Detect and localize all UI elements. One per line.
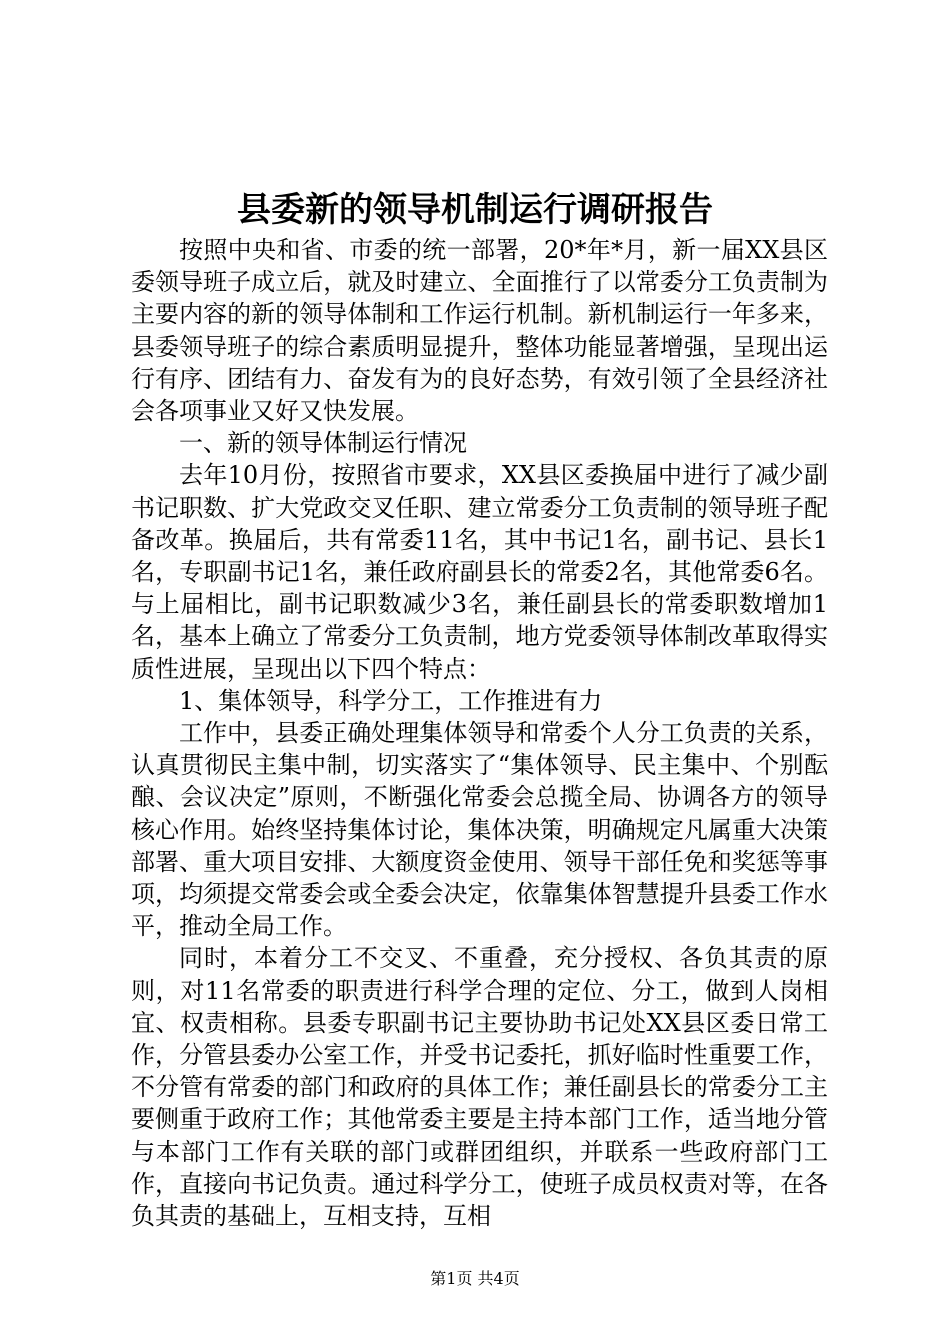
page-number-footer: 第1页 共4页 xyxy=(430,1269,520,1288)
paragraph-reform: 去年10月份，按照省市要求，XX县区委换届中进行了减少副书记职数、扩大党政交叉任职、建立常委分工负责制的领导班子配备改革。换届后，共有常委11名，其中书记1名，副书记、县长1名，专职副书记1名，兼任政府副县长的常委2名，其他常委6名。与上届相比，副书记职数减少3名，兼任副县长的常委职数增加1名，基本上确立了常委分工负责制，地方党委领导体制改革取得实质性进展，呈现出以下四个特点： xyxy=(131,461,828,683)
paragraph-division-of-labor: 同时，本着分工不交叉、不重叠，充分授权、各负其责的原则，对11名常委的职责进行科学合理的定位、分工，做到人岗相宜、权责相称。县委专职副书记主要协助书记处XX县区委日常工作，分管县委办公室工作，并受书记委托，抓好临时性重要工作，不分管有常委的部门和政府的具体工作；兼任副县长的常委分工主要侧重于政府工作；其他常委主要是主持本部门工作，适当地分管与本部门工作有关联的部门或群团组织，并联系一些政府部门工作，直接向书记负责。通过科学分工，使班子成员权责对等，在各负其责的基础上，互相支持，互相 xyxy=(131,944,828,1231)
section-heading-1: 一、新的领导体制运行情况 xyxy=(179,429,467,458)
document-title: 县委新的领导机制运行调研报告 xyxy=(237,190,713,230)
paragraph-intro: 按照中央和省、市委的统一部署，20*年*月，新一届XX县区委领导班子成立后，就及时建立、全面推行了以常委分工负责制为主要内容的新的领导体制和工作运行机制。新机制运行一年多来，县委领导班子的综合素质明显提升，整体功能显著增强，呈现出运行有序、团结有力、奋发有为的良好态势，有效引领了全县经济社会各项事业又好又快发展。 xyxy=(131,236,828,426)
subsection-heading-1: 1、集体领导，科学分工，工作推进有力 xyxy=(179,686,603,715)
document-body xyxy=(131,234,828,1232)
paragraph-collective-leadership: 工作中，县委正确处理集体领导和常委个人分工负责的关系，认真贯彻民主集中制，切实落实了“集体领导、民主集中、个别酝酿、会议决定”原则，不断强化常委会总揽全局、协调各方的领导核心作用。始终坚持集体讨论，集体决策，明确规定凡属重大决策部署、重大项目安排、大额度资金使用、领导干部任免和奖惩等事项，均须提交常委会或全委会决定，依靠集体智慧提升县委工作水平，推动全局工作。 xyxy=(131,719,828,941)
